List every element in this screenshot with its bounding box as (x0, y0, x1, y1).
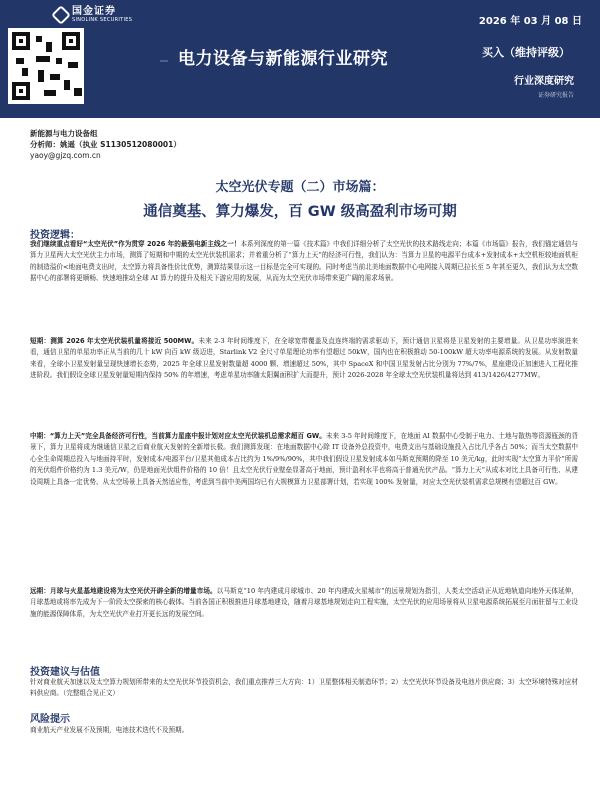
rating-label: 买入（维持评级） (482, 46, 570, 59)
report-date: 2026 年 03 月 08 日 (478, 16, 582, 27)
paragraph-risk: 商业航天产业发展不及预期，电池技术迭代不及预期。 (30, 726, 189, 734)
paragraph-short-term-body: 未来 2-3 年时间维度下，在全球宽带覆盖及直连终端的需求驱动下，预计通信卫星将是卫星发射的主要增量。从卫星功率演进来看，通信卫星的单星功率正从当前的几十 kW 向百 kW 级迈进，Starlink V2 全尺寸单星理论功率有望超过 50kW，国内也在积极推动 50-100kW 超大功率电源系统的发展。从发射数量来看，全球小卫星发射量呈现快速增长态势，2025 年全球卫星发射数量超 4000 颗、增速超过 50%，其中 SpaceX 和中国卫星发射占比分别为 77%/7%，星座建设正加速进入工程化推进阶段。我们假设全球卫星发射量短期内保持 50% 的年增速，考虑单星功率随太阳翼面积扩大而提升，预计 2026-2028 年全球太空光伏装机量将达到 413/1426/4277MW。 (30, 337, 579, 380)
paragraph-long-term-lead: 远期：月球与火星基地建设将为太空光伏开辟全新的增量市场。 (30, 587, 217, 595)
logo-en-text: SINOLINK SECURITIES (72, 17, 133, 23)
report-category-title: 电力设备与新能源行业研究 (178, 49, 388, 69)
risk-heading: 风险提示 (30, 714, 70, 725)
decorative-stripe (160, 60, 168, 62)
paragraph-mid-term-body: 未来 3-5 年时间维度下，在地面 AI 数据中心受制于电力、土地与散热等资源瓶颈的背景下，算力卫星将成为继通信卫星之后商业航天发射的全新增长极。我们测算发现：在地面数据中心除 IT 设备外总投资中，电费支出与基础设施投入占比几乎各占 50%；而当太空数据中心全生命周期总投入与地面持平时，发射成本/电源平台/卫星其他成本占比约为 1%/9%/90%，其中我们假设卫星发射成本如马斯克预期的降至 10 美元/kg，此时实现“太空算力平价”所需的光伏组件价格约为 1.3 美元/W，仍是地面光伏组件价格的 10 倍！且太空光伏行业壁垒显著高于地面，预计盈利水平也将高于普通光伏产品。“算力上天”从成本对比上具备可行性、从建设周期上具备一定优势、从太空场景上具备天然适应性，考虑到当前中美两国均已有大规模算力卫星部署计划，若实现 100% 发射量，对应太空光伏装机需求总规模有望超过百 GW。 (30, 432, 578, 486)
paragraph-mid-term-lead: 中期：“算力上天”完全具备经济可行性，当前算力星座中报计划对应太空光伏装机总需求超百 GW。 (30, 432, 326, 440)
paragraph-main-theme-lead: 我们继续重点看好“太空光伏”作为贯穿 2026 年的最强电新主线之一！ (30, 240, 241, 248)
securities-report-label: 证券研究报告 (537, 92, 574, 99)
headline-line-1: 太空光伏专题（二）市场篇： (215, 180, 385, 195)
paragraph-advice: 针对商业航天加速以及太空算力规划所带来的太空光伏环节投资机会，我们重点推荐三大方向：1）卫星整体相关制造环节；2）太空光伏环节设备及电池片供应商；3）太空环境特殊对应材料供应商。（完整组合见正文） (30, 678, 578, 698)
paragraph-long-term-body: 以马斯克“10 年内建成月球城市、20 年内建成火星城市”的远景规划为指引，人类太空活动正从近地轨道向地外天体延伸，月球基地或将率先成为下一阶段太空探索的核心载体。当前各国正积极推进月球基地建设，随着月球基地规划走向工程实施，太空光伏的应用场景将从卫星电源系统拓展至月面驻留与工业设施的能源保障体系，为太空光伏产业打开更长远的发展空间。 (30, 587, 578, 618)
analyst-group: 新能源与电力设备组 (30, 129, 98, 138)
paragraph-short-term (30, 336, 578, 382)
paragraph-short-term-lead: 短期：测算 2026 年太空光伏装机量将接近 500MW。 (30, 337, 199, 345)
company-logo (54, 6, 132, 23)
paragraph-main-theme-body: 本系列深度的第一篇《技术篇》中我们详细分析了太空光伏的技术路线走向；本篇《市场篇》报告，我们锚定通信与算力卫星两大太空光伏主力市场，测算了短期和中期的太空光伏装机需求；并着重分析了“算力上天”的经济可行性，我们认为：当算力卫星的电源平台成本+发射成本+太空机柜较地面机柜的制造溢价<地面电费支出时，太空算力将具备性价比优势，测算结果显示这一目标是完全可实现的。同时考虑当前北美地面数据中心电网接入周期已拉长至 5 年甚至更久，我们认为太空数据中心的部署将更顺畅、快速地推动全球 AI 算力的提升及相关下游应用的发展，从而为太空光伏市场带来更广阔的需求场景。 (30, 240, 579, 283)
analyst-name: 分析师：姚遥（执业 S1130512080001） (30, 140, 181, 149)
headline-line-2: 通信奠基、算力爆发，百 GW 级高盈利市场可期 (143, 204, 457, 220)
paragraph-main-theme (30, 239, 578, 285)
qr-code-icon (6, 26, 86, 106)
paragraph-long-term (30, 586, 578, 620)
analyst-info (30, 128, 181, 161)
logic-heading: 投资逻辑： (30, 230, 80, 241)
logo-icon (51, 5, 71, 25)
logo-cn-text: 国金证券 (72, 6, 116, 17)
paragraph-mid-term (30, 431, 578, 488)
analyst-email[interactable]: yaoy@gjzq.com.cn (30, 151, 101, 160)
report-type-label: 行业深度研究 (514, 76, 574, 87)
advice-heading: 投资建议与估值 (30, 667, 100, 678)
report-banner (0, 0, 600, 118)
